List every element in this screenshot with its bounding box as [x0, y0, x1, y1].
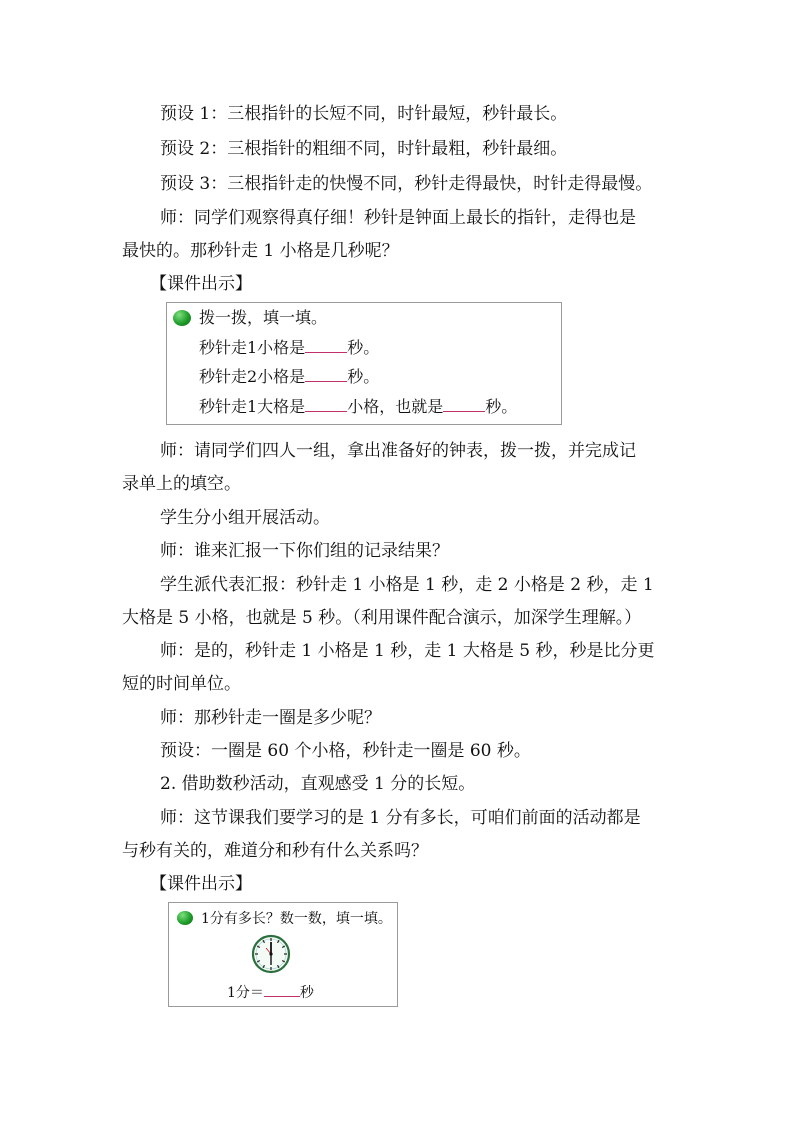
courseware-heading-1: 【课件出示】: [150, 274, 252, 294]
paragraph-teacher-1a: 师：同学们观察得真仔细！秒针是钟面上最长的指针，走得也是: [160, 208, 636, 228]
box1-line-3-text: 秒针走1大格是: [199, 397, 306, 416]
paragraph-preset-3: 预设 3：三根指针走的快慢不同，秒针走得最快，时针走得最慢。: [160, 174, 653, 194]
paragraph-student-report-a: 学生派代表汇报：秒针走 1 小格是 1 秒，走 2 小格是 2 秒，走 1: [160, 575, 654, 595]
paragraph-teacher-2a: 师：请同学们四人一组，拿出准备好的钟表，拨一拨，并完成记: [160, 441, 636, 461]
paragraph-teacher-4a: 师：是的，秒针走 1 小格是 1 秒，走 1 大格是 5 秒，秒是比分更: [160, 641, 655, 661]
courseware-heading-2: 【课件出示】: [150, 874, 252, 894]
box1-line-2-text: 秒针走2小格是: [199, 367, 306, 386]
box1-line-3: [199, 397, 517, 417]
box1-line-2: [199, 367, 379, 387]
answer-blank[interactable]: [305, 367, 347, 382]
green-bullet-icon: [173, 310, 191, 326]
paragraph-teacher-2b: 录单上的填空。: [122, 474, 241, 494]
paragraph-preset-2: 预设 2：三根指针的粗细不同，时针最粗，秒针最细。: [160, 139, 568, 159]
paragraph-student-report-b: 大格是 5 小格，也就是 5 秒。（利用课件配合演示，加深学生理解。）: [122, 608, 642, 628]
section-heading-2: 2. 借助数秒活动，直观感受 1 分的长短。: [160, 774, 476, 794]
paragraph-teacher-3: 师：谁来汇报一下你们组的记录结果？: [160, 541, 449, 561]
answer-blank[interactable]: [305, 397, 347, 412]
box1-line-1: [199, 338, 379, 358]
box1-line-3-middle: 小格，也就是: [347, 397, 444, 416]
clock-icon: [251, 934, 291, 974]
paragraph-teacher-5: 师：那秒针走一圈是多少呢？: [160, 708, 381, 728]
answer-blank[interactable]: [305, 338, 347, 353]
box1-line-1-text: 秒针走1小格是: [199, 338, 306, 357]
box1-line-3-unit: 秒。: [485, 397, 518, 416]
box1-line-1-unit: 秒。: [347, 338, 380, 357]
paragraph-teacher-1b: 最快的。那秒针走 1 小格是几秒呢？: [122, 241, 399, 261]
paragraph-teacher-4b: 短的时间单位。: [122, 674, 241, 694]
box2-title: 1分有多长？数一数，填一填。: [201, 911, 392, 927]
box1-line-2-unit: 秒。: [347, 367, 380, 386]
box2-equation-unit: 秒: [299, 985, 314, 1001]
paragraph-teacher-6a: 师：这节课我们要学习的是 1 分有多长，可咱们前面的活动都是: [160, 808, 641, 828]
box2-equation: [227, 983, 314, 1003]
paragraph-preset-1: 预设 1：三根指针的长短不同，时针最短，秒针最长。: [160, 104, 568, 124]
answer-blank[interactable]: [264, 984, 300, 997]
paragraph-teacher-6b: 与秒有关的，难道分和秒有什么关系吗？: [122, 841, 428, 861]
answer-blank[interactable]: [443, 397, 485, 412]
box1-title: 拨一拨，填一填。: [199, 308, 328, 327]
paragraph-activity: 学生分小组开展活动。: [160, 508, 330, 528]
paragraph-preset-4: 预设：一圈是 60 个小格，秒针走一圈是 60 秒。: [160, 741, 531, 761]
box2-equation-text: 1分＝: [227, 985, 264, 1001]
courseware-box-1: [166, 302, 562, 425]
courseware-box-2: [168, 902, 398, 1007]
green-bullet-icon: [177, 911, 193, 925]
